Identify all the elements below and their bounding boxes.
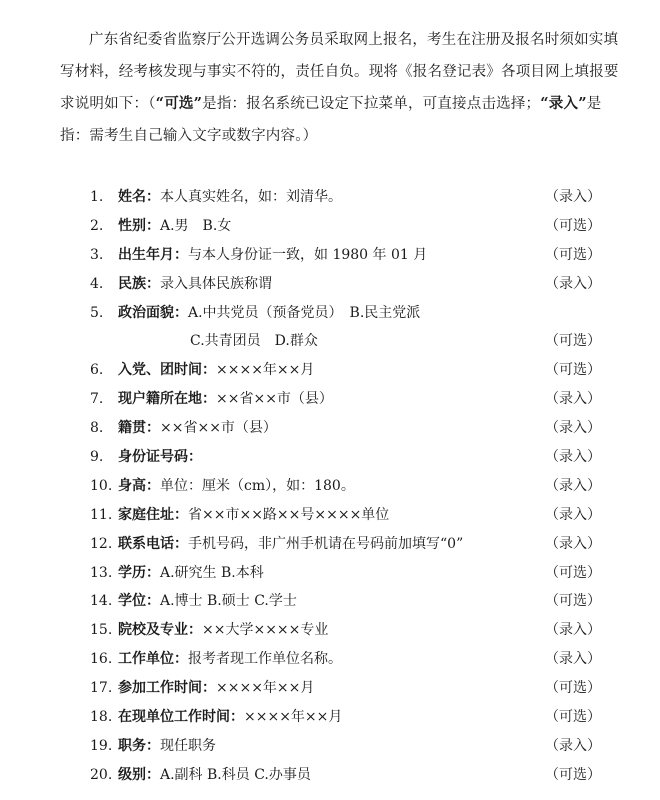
list-item bbox=[0, 385, 660, 414]
list-item bbox=[0, 443, 660, 472]
item-content bbox=[118, 703, 342, 732]
item-label: 籍贯： bbox=[118, 420, 160, 437]
item-number: 11. bbox=[90, 506, 113, 523]
item-description: 与本人身份证一致，如 1980 年 01 月 bbox=[188, 246, 428, 263]
item-description: A.中共党员（预备党员） B.民主党派 bbox=[188, 304, 421, 321]
intro-text-part1: 广东省纪委省监察厅公开选调公务员采取网上报名，考生在注册及报名时须如实填写材料，经考核发现与事实不符的，责任自负。现将《报名登记表》各项目网上填报要求说明如下：（ bbox=[60, 32, 619, 112]
item-input-type: （录入） bbox=[545, 189, 601, 205]
item-number: 18. bbox=[90, 709, 113, 726]
item-number: 5. bbox=[90, 304, 104, 321]
item-number: 6. bbox=[90, 362, 104, 379]
item-content bbox=[118, 385, 333, 414]
item-number: 20. bbox=[90, 766, 113, 783]
item-description: A.男 B.女 bbox=[160, 217, 232, 234]
item-content bbox=[118, 356, 314, 385]
item-label: 身高： bbox=[118, 477, 160, 494]
list-item bbox=[0, 674, 660, 703]
list-item bbox=[0, 703, 660, 732]
item-label: 姓名： bbox=[118, 189, 160, 205]
item-description: 手机号码，非广州手机请在号码前加填写“0” bbox=[188, 535, 464, 552]
item-content bbox=[118, 645, 342, 674]
item-description: 报考者现工作单位名称。 bbox=[188, 651, 342, 668]
item-input-type: （可选） bbox=[545, 680, 601, 697]
item-label: 政治面貌： bbox=[118, 304, 188, 321]
item-description: 录入具体民族称谓 bbox=[160, 275, 272, 292]
item-content bbox=[118, 183, 342, 212]
item-input-type: （可选） bbox=[545, 333, 601, 350]
item-input-type: （录入） bbox=[545, 651, 601, 668]
list-item bbox=[0, 530, 660, 559]
item-label: 联系电话： bbox=[118, 535, 188, 552]
list-item bbox=[0, 732, 660, 761]
item-label: 身份证号码： bbox=[118, 449, 202, 466]
item-input-type: （可选） bbox=[545, 217, 601, 234]
list-item bbox=[0, 241, 660, 270]
item-number: 14. bbox=[90, 593, 113, 610]
item-label: 工作单位： bbox=[118, 651, 188, 668]
item-number: 12. bbox=[90, 535, 113, 552]
item-description: ××××年××月 bbox=[216, 680, 315, 697]
item-number: 4. bbox=[90, 275, 104, 292]
item-label: 入党、团时间： bbox=[118, 362, 216, 379]
item-input-type: （录入） bbox=[545, 449, 601, 466]
item-input-type: （录入） bbox=[545, 420, 601, 437]
item-description: 本人真实姓名，如：刘清华。 bbox=[160, 189, 342, 205]
list-item bbox=[0, 212, 660, 241]
item-label: 学位： bbox=[118, 593, 160, 610]
item-content bbox=[118, 530, 463, 559]
item-content bbox=[118, 472, 355, 501]
item-input-type: （录入） bbox=[545, 275, 601, 292]
item-number: 13. bbox=[90, 564, 113, 581]
item-description: ××省××市（县） bbox=[160, 420, 277, 437]
list-item bbox=[0, 587, 660, 616]
list-item bbox=[0, 472, 660, 501]
item-number: 3. bbox=[90, 246, 104, 263]
item-description: ××省××市（县） bbox=[216, 391, 333, 408]
item-label: 院校及专业： bbox=[118, 622, 202, 639]
item-content bbox=[118, 270, 272, 299]
item-description: 省××市××路××号××××单位 bbox=[188, 506, 390, 523]
item-number: 15. bbox=[90, 622, 113, 639]
item-content bbox=[118, 587, 297, 616]
item-label: 性别： bbox=[118, 217, 160, 234]
item-description: C.共青团员 D.群众 bbox=[190, 333, 318, 350]
item-number: 19. bbox=[90, 737, 113, 754]
item-input-type: （可选） bbox=[545, 709, 601, 726]
item-number: 10. bbox=[90, 477, 113, 494]
item-label: 级别： bbox=[118, 766, 160, 783]
item-number: 1. bbox=[90, 189, 104, 205]
item-input-type: （录入） bbox=[545, 391, 601, 408]
item-content bbox=[118, 443, 202, 472]
list-item-continuation bbox=[0, 327, 660, 356]
item-description: 现任职务 bbox=[160, 737, 216, 754]
item-description: ××××年××月 bbox=[244, 709, 343, 726]
item-input-type: （录入） bbox=[545, 477, 601, 494]
item-label: 现户籍所在地： bbox=[118, 391, 216, 408]
field-requirements-list bbox=[0, 183, 660, 790]
item-content bbox=[118, 616, 328, 645]
item-input-type: （录入） bbox=[545, 622, 601, 639]
item-label: 民族： bbox=[118, 275, 160, 292]
item-content bbox=[118, 501, 389, 530]
item-input-type: （录入） bbox=[545, 506, 601, 523]
item-number: 8. bbox=[90, 420, 104, 437]
item-input-type: （录入） bbox=[545, 535, 601, 552]
item-content bbox=[118, 674, 314, 703]
intro-paragraph bbox=[60, 24, 630, 152]
kexuan-term: “可选” bbox=[155, 95, 203, 112]
item-number: 16. bbox=[90, 651, 113, 668]
list-item bbox=[0, 559, 660, 588]
item-label: 家庭住址： bbox=[118, 506, 188, 523]
item-description: ××××年××月 bbox=[216, 362, 315, 379]
item-description: A.博士 B.硕士 C.学士 bbox=[160, 593, 297, 610]
item-number: 17. bbox=[90, 680, 113, 697]
item-content bbox=[118, 559, 264, 588]
item-description: A.副科 B.科员 C.办事员 bbox=[160, 766, 311, 783]
list-item bbox=[0, 761, 660, 790]
item-label: 职务： bbox=[118, 737, 160, 754]
item-content bbox=[190, 327, 318, 356]
item-input-type: （录入） bbox=[545, 737, 601, 754]
list-item bbox=[0, 616, 660, 645]
list-item bbox=[0, 645, 660, 674]
item-content bbox=[118, 761, 311, 790]
item-input-type: （可选） bbox=[545, 766, 601, 783]
item-input-type: （可选） bbox=[545, 564, 601, 581]
item-label: 参加工作时间： bbox=[118, 680, 216, 697]
luru-term: “录入” bbox=[540, 95, 587, 112]
list-item bbox=[0, 501, 660, 530]
list-item bbox=[0, 270, 660, 299]
intro-text bbox=[60, 24, 630, 152]
item-label: 出生年月： bbox=[118, 246, 188, 263]
list-item bbox=[0, 183, 660, 212]
item-label: 学历： bbox=[118, 564, 160, 581]
item-content bbox=[118, 212, 231, 241]
item-content bbox=[118, 241, 427, 270]
item-description: ××大学××××专业 bbox=[202, 622, 329, 639]
item-number: 9. bbox=[90, 449, 104, 466]
item-description: A.研究生 B.本科 bbox=[160, 564, 264, 581]
item-description: 单位：厘米（cm），如：180。 bbox=[160, 477, 355, 494]
list-item bbox=[0, 414, 660, 443]
list-item bbox=[0, 299, 660, 328]
item-input-type: （可选） bbox=[545, 246, 601, 263]
item-label: 在现单位工作时间： bbox=[118, 709, 244, 726]
item-number: 7. bbox=[90, 391, 104, 408]
item-content bbox=[118, 299, 420, 328]
item-input-type: （可选） bbox=[545, 593, 601, 610]
intro-text-part3: 是指：需考生自己输入文字或数字内容。） bbox=[60, 96, 602, 144]
intro-text-part2: 是指：报名系统已设定下拉菜单，可直接点击选择； bbox=[202, 96, 541, 112]
item-input-type: （可选） bbox=[545, 362, 601, 379]
item-content bbox=[118, 732, 216, 761]
item-number: 2. bbox=[90, 217, 104, 234]
list-item bbox=[0, 356, 660, 385]
item-content bbox=[118, 414, 277, 443]
